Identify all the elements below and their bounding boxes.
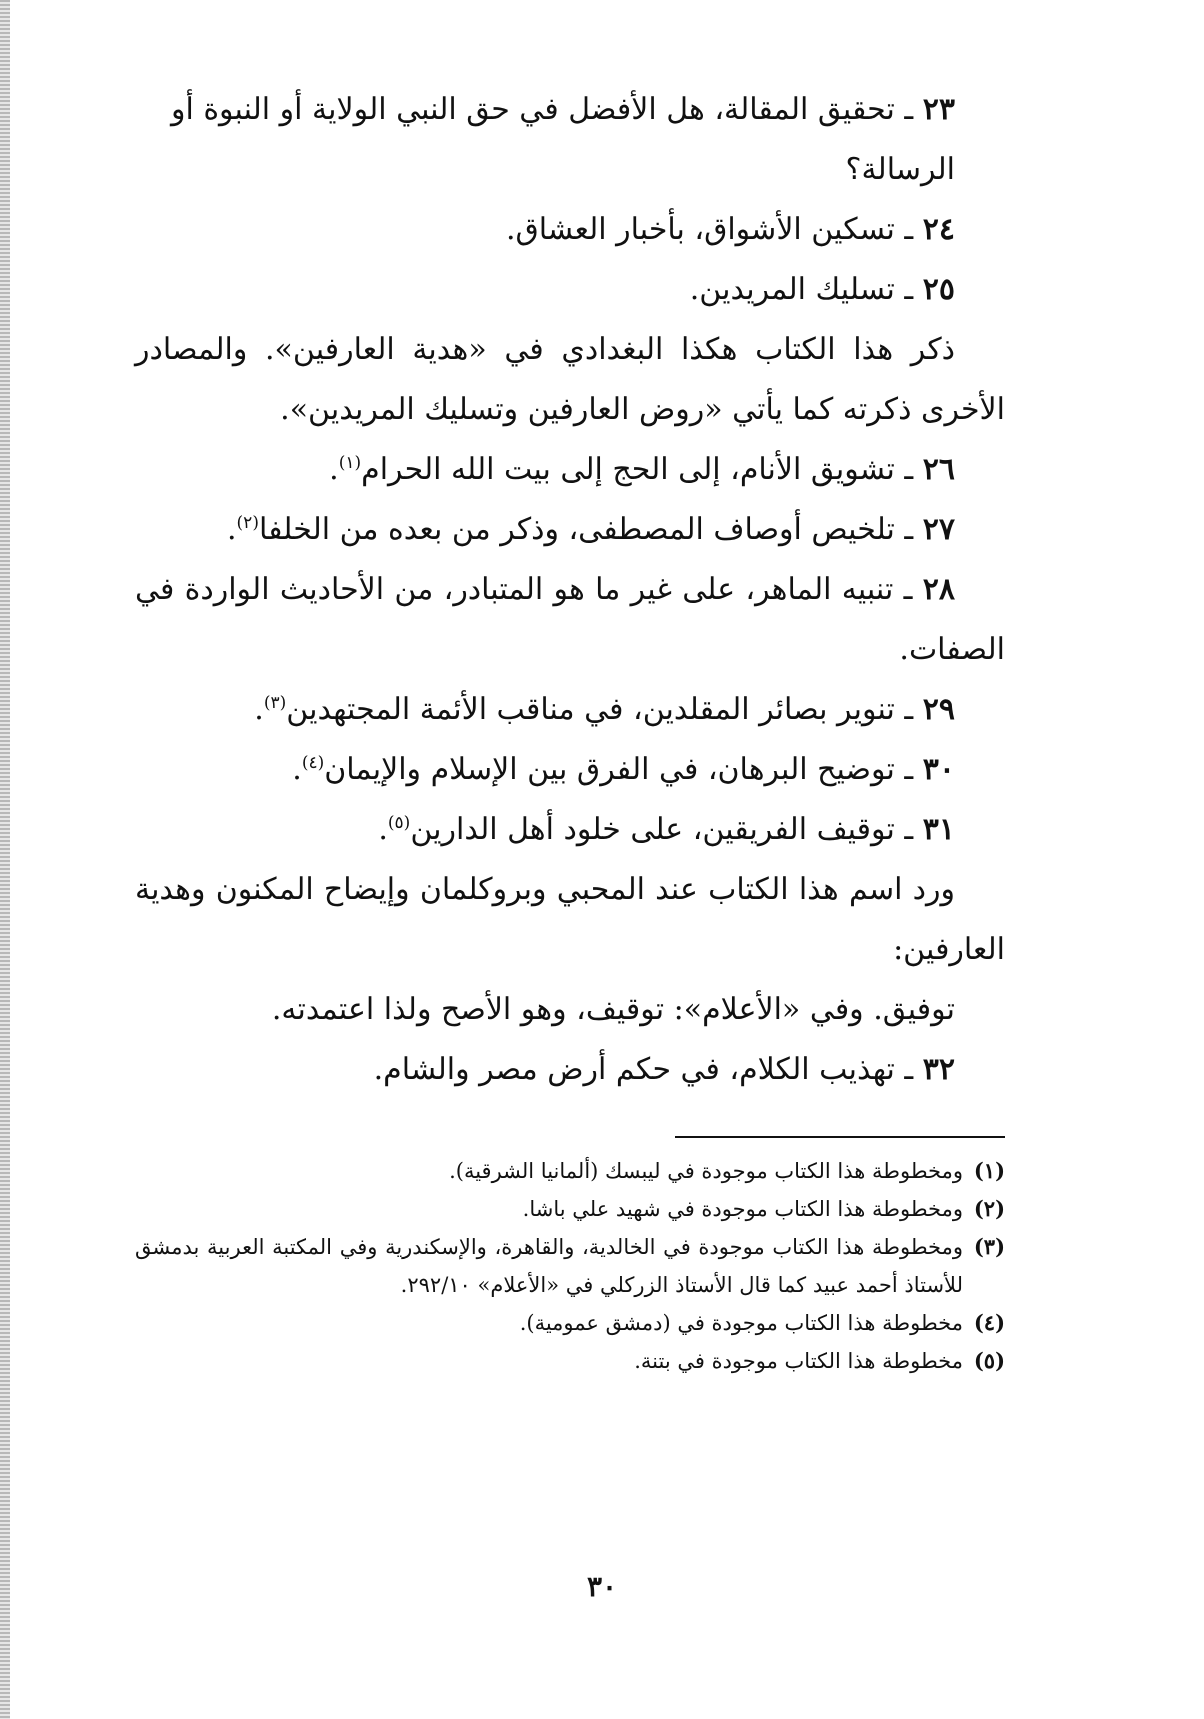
entry-period: . (226, 512, 237, 547)
entry-title: تنبيه الماهر، على غير ما هو المتبادر، من الأحاديث الواردة في الصفات. (135, 572, 1005, 667)
entry-title: تنوير بصائر المقلدين، في مناقب الأئمة المجتهدين (286, 692, 895, 727)
footnote-divider (675, 1136, 1005, 1138)
footnote-ref: (٢) (236, 513, 259, 533)
entry-dash: ـ (904, 752, 914, 787)
entry-number: ٣٠ (922, 752, 955, 787)
entry-number: ٢٤ (922, 212, 955, 247)
entry-26 (135, 440, 1005, 500)
entry-dash: ـ (904, 692, 914, 727)
footnote-text: مخطوطة هذا الكتاب موجودة في بتنة. (634, 1349, 963, 1373)
footnote-text: ومخطوطة هذا الكتاب موجودة في شهيد علي باشا. (522, 1197, 963, 1221)
entry-32 (135, 1040, 1005, 1100)
entry-period: . (329, 452, 339, 487)
footnote-number: (٢) (973, 1196, 1005, 1221)
footnote-3 (135, 1228, 1005, 1304)
entry-number: ٢٧ (922, 512, 955, 547)
footnote-ref: (١) (338, 453, 362, 473)
entry-number: ٢٣ (922, 92, 955, 127)
footnote-text: ومخطوطة هذا الكتاب موجودة في الخالدية، والقاهرة، والإسكندرية وفي المكتبة العربية بدمشق للأستاذ أحمد عبيد كما قال الأستاذ الزركلي في «الأعلام» ٢٩٢/١٠. (135, 1235, 963, 1297)
footnote-1 (135, 1152, 1005, 1190)
entry-title: تهذيب الكلام، في حكم أرض مصر والشام. (373, 1052, 895, 1087)
note-paragraph-alam: توفيق. وفي «الأعلام»: توقيف، وهو الأصح ولذا اعتمدته. (271, 992, 955, 1027)
entry-dash: ـ (904, 452, 914, 487)
footnote-number: (١) (973, 1158, 1005, 1183)
entry-dash: ـ (903, 572, 913, 607)
entry-dash: ـ (904, 812, 914, 847)
entry-number: ٢٩ (922, 692, 955, 727)
footnotes (135, 1152, 1005, 1380)
footnote-ref: (٤) (301, 753, 325, 773)
entry-29 (135, 680, 1005, 740)
entry-dash: ـ (904, 512, 914, 547)
entry-period: . (292, 752, 302, 787)
entry-number: ٣١ (922, 812, 955, 847)
main-text (135, 80, 1005, 1100)
footnote-ref: (٣) (263, 693, 287, 713)
entry-title: توقيف الفريقين، على خلود أهل الدارين (410, 812, 895, 847)
entry-number: ٢٨ (922, 572, 955, 607)
footnote-number: (٥) (973, 1348, 1005, 1373)
entry-dash: ـ (904, 212, 914, 247)
entry-title: تحقيق المقالة، هل الأفضل في حق النبي الولاية أو النبوة أو الرسالة؟ (170, 92, 955, 187)
entry-dash: ـ (904, 272, 914, 307)
footnote-4 (135, 1304, 1005, 1342)
footnote-number: (٤) (973, 1310, 1005, 1335)
entry-25 (135, 260, 1005, 320)
entry-number: ٢٦ (922, 452, 955, 487)
footnote-text: ومخطوطة هذا الكتاب موجودة في ليبسك (ألمانيا الشرقية). (449, 1159, 963, 1183)
footnote-5 (135, 1342, 1005, 1380)
note-paragraph-sources: ورد اسم هذا الكتاب عند المحبي وبروكلمان وإيضاح المكنون وهدية العارفين: (135, 872, 1005, 967)
entry-number: ٢٥ (922, 272, 955, 307)
entry-period: . (254, 692, 264, 727)
entry-27 (135, 500, 1005, 560)
entry-28 (135, 560, 1005, 680)
entry-title: تشويق الأنام، إلى الحج إلى بيت الله الحرام (361, 452, 895, 487)
entry-24 (135, 200, 1005, 260)
footnote-number: (٣) (973, 1234, 1005, 1259)
entry-31 (135, 800, 1005, 860)
entry-30 (135, 740, 1005, 800)
entry-dash: ـ (904, 1052, 914, 1087)
footnote-ref: (٥) (387, 813, 411, 833)
entry-title: تسكين الأشواق، بأخبار العشاق. (505, 212, 895, 247)
entry-dash: ـ (904, 92, 914, 127)
entry-23 (135, 80, 1005, 200)
entry-title: تلخيص أوصاف المصطفى، وذكر من بعده من الخلفا (258, 512, 895, 547)
book-page (135, 80, 1005, 1380)
scan-spine-edge (0, 0, 10, 1719)
entry-number: ٣٢ (922, 1052, 955, 1087)
entry-title: توضيح البرهان، في الفرق بين الإسلام والإيمان (324, 752, 895, 787)
footnote-text: مخطوطة هذا الكتاب موجودة في (دمشق عمومية). (519, 1311, 963, 1335)
entry-period: . (378, 812, 388, 847)
note-paragraph-hadiyat: ذكر هذا الكتاب هكذا البغدادي في «هدية العارفين». والمصادر الأخرى ذكرته كما يأتي «روض العارفين وتسليك المريدين». (135, 332, 1005, 427)
footnote-2 (135, 1190, 1005, 1228)
entry-title: تسليك المريدين. (689, 272, 895, 307)
page-number: ٣٠ (586, 1570, 618, 1603)
